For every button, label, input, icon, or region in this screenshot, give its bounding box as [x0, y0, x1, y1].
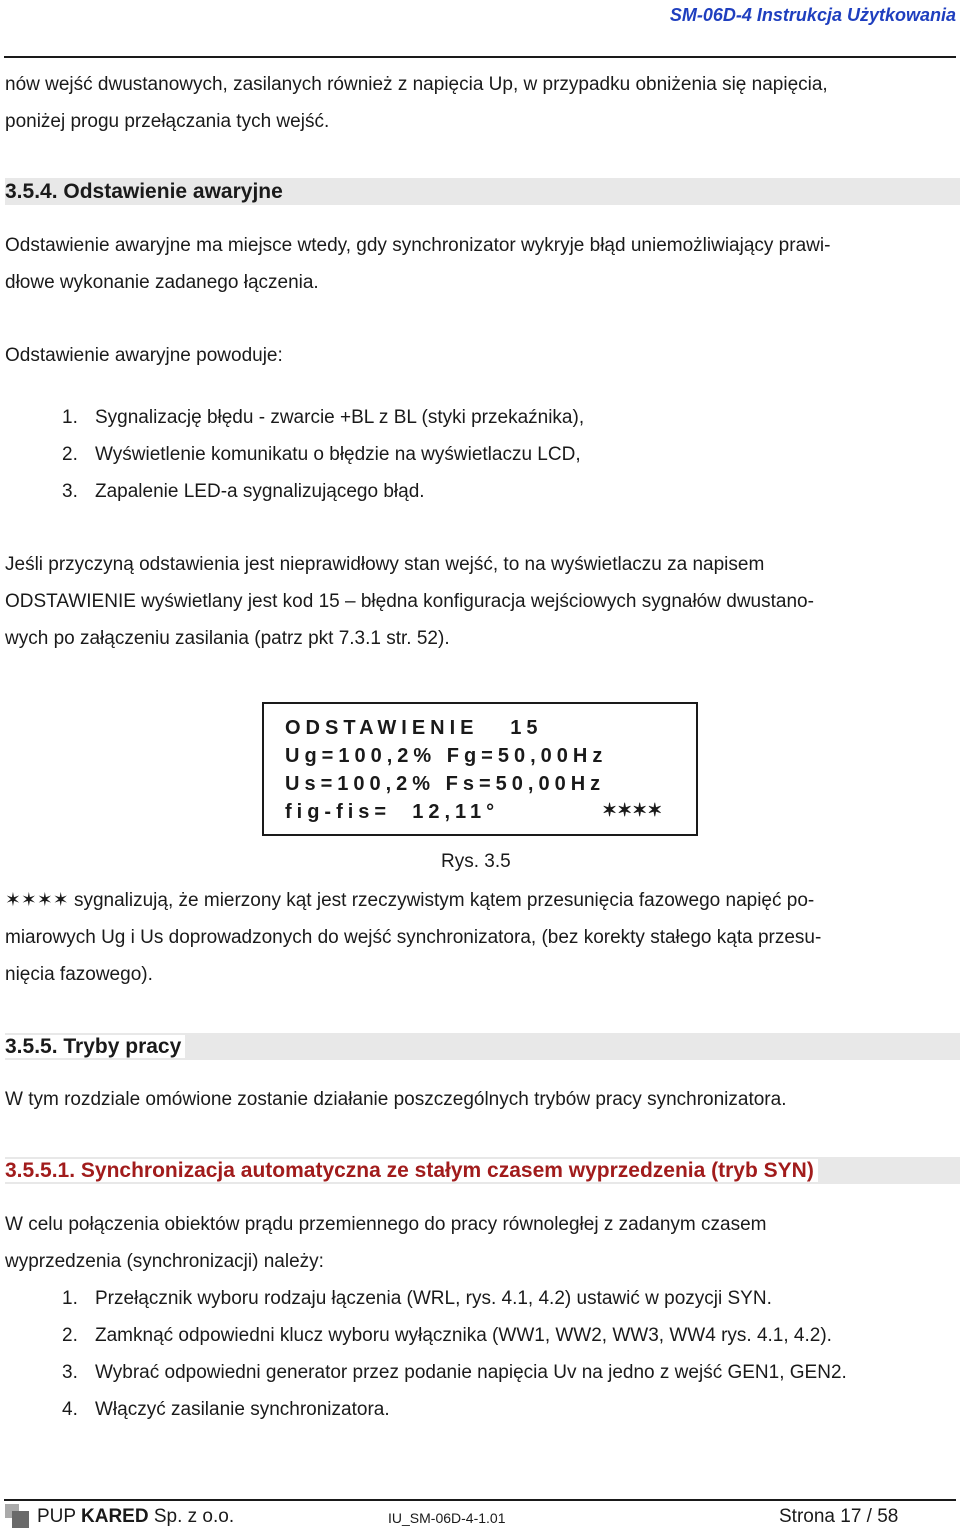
- company-name-bold: KARED: [81, 1506, 149, 1527]
- lcd-line: fig-fis= 12,11°: [285, 801, 500, 823]
- company-name-part: Sp. z o.o.: [148, 1506, 235, 1527]
- list-item-number: 3.: [62, 1362, 78, 1383]
- paragraph-emergency-stop: [5, 227, 956, 301]
- list-item-number: 2.: [62, 1325, 78, 1346]
- paragraph-line: W tym rozdziale omówione zostanie działanie poszczególnych trybów pracy synchronizatora.: [5, 1089, 787, 1110]
- list-item-text: Włączyć zasilanie synchronizatora.: [95, 1399, 390, 1420]
- paragraph-line: Odstawienie awaryjne powoduje:: [5, 345, 283, 366]
- paragraph-line: wyprzedzenia (synchronizacji) należy:: [5, 1251, 324, 1272]
- section-heading-text: 3.5.4. Odstawienie awaryjne: [5, 180, 283, 203]
- paragraph-line: [5, 882, 956, 919]
- lcd-line: ODSTAWIENIE 15: [285, 717, 543, 739]
- paragraph-line-text: sygnalizują, że mierzony kąt jest rzeczywistym kątem przesunięcia fazowego napięć po-: [68, 890, 815, 911]
- footer-document-id: IU_SM-06D-4-1.01: [388, 1510, 506, 1526]
- company-name-part: PUP: [37, 1506, 82, 1527]
- paragraph-line: miarowych Ug i Us doprowadzonych do wejść synchronizatora, (bez korekty stałego kąta przesu-: [5, 927, 822, 948]
- paragraph-modes-intro: [5, 1081, 956, 1118]
- header-divider: [4, 56, 956, 58]
- list-item-text: Wybrać odpowiedni generator przez podanie napięcia Uv na jedno z wejść GEN1, GEN2.: [95, 1362, 847, 1383]
- paragraph-causes-intro: [5, 337, 956, 374]
- list-item-number: 1.: [62, 1288, 78, 1309]
- list-item-number: 3.: [62, 481, 78, 502]
- paragraph-line: Odstawienie awaryjne ma miejsce wtedy, gdy synchronizator wykryje błąd uniemożliwiający prawi-: [5, 235, 831, 256]
- paragraph-syn-intro: [5, 1206, 956, 1280]
- section-heading-3-5-4: [5, 178, 960, 205]
- star-symbols: ✶✶✶✶: [5, 890, 69, 911]
- list-item-number: 1.: [62, 407, 78, 428]
- list-item-number: 2.: [62, 444, 78, 465]
- paragraph-stars-note: [5, 882, 956, 993]
- paragraph-error-code: [5, 546, 956, 657]
- syn-steps-list: [62, 1280, 956, 1428]
- section-heading-text: 3.5.5. Tryby pracy: [5, 1035, 185, 1058]
- section-heading-3-5-5-1: [5, 1157, 960, 1184]
- footer-page-number: Strona 17 / 58: [779, 1506, 899, 1527]
- footer-company-name: [37, 1506, 234, 1528]
- paragraph-line: W celu połączenia obiektów prądu przemiennego do pracy równoległej z zadanym czasem: [5, 1214, 767, 1235]
- list-item-text: Przełącznik wyboru rodzaju łączenia (WRL, rys. 4.1, 4.2) ustawić w pozycji SYN.: [95, 1288, 772, 1309]
- list-item-number: 4.: [62, 1399, 78, 1420]
- list-item: [62, 1317, 956, 1354]
- list-item-text: Sygnalizację błędu - zwarcie +BL z BL (styki przekaźnika),: [95, 407, 585, 428]
- lcd-line: Ug=100,2% Fg=50,00Hz: [285, 745, 608, 767]
- company-logo-icon: [5, 1504, 29, 1528]
- list-item: [62, 1280, 956, 1317]
- lcd-display-figure: [262, 702, 698, 836]
- list-item-text: Wyświetlenie komunikatu o błędzie na wyświetlaczu LCD,: [95, 444, 581, 465]
- list-item-text: Zamknąć odpowiedni klucz wyboru wyłącznika (WW1, WW2, WW3, WW4 rys. 4.1, 4.2).: [95, 1325, 832, 1346]
- paragraph-line: Jeśli przyczyną odstawienia jest nieprawidłowy stan wejść, to na wyświetlaczu za napisem: [5, 554, 765, 575]
- footer-divider: [4, 1499, 956, 1501]
- paragraph-line: ODSTAWIENIE wyświetlany jest kod 15 – błędna konfiguracja wejściowych sygnałów dwustano-: [5, 591, 814, 612]
- causes-list: [62, 399, 956, 510]
- list-item: [62, 436, 956, 473]
- document-title: SM-06D-4 Instrukcja Użytkowania: [669, 5, 956, 25]
- lcd-line: Us=100,2% Fs=50,00Hz: [285, 773, 606, 795]
- list-item: [62, 473, 956, 510]
- star-symbols: ✶✶✶✶: [602, 800, 663, 820]
- list-item-text: Zapalenie LED-a sygnalizującego błąd.: [95, 481, 425, 502]
- paragraph-line: nięcia fazowego).: [5, 964, 153, 985]
- paragraph-line: dłowe wykonanie zadanego łączenia.: [5, 272, 319, 293]
- paragraph-line: wych po załączeniu zasilania (patrz pkt 7.3.1 str. 52).: [5, 628, 450, 649]
- list-item: [62, 1391, 956, 1428]
- figure-caption: Rys. 3.5: [441, 851, 511, 872]
- intro-line: nów wejść dwustanowych, zasilanych również z napięcia Up, w przypadku obniżenia się napięcia,: [5, 74, 828, 95]
- intro-line: poniżej progu przełączania tych wejść.: [5, 111, 330, 132]
- list-item: [62, 1354, 956, 1391]
- section-heading-text: 3.5.5.1. Synchronizacja automatyczna ze stałym czasem wyprzedzenia (tryb SYN): [5, 1159, 818, 1182]
- section-heading-3-5-5: [5, 1033, 960, 1060]
- list-item: [62, 399, 956, 436]
- intro-paragraph: [5, 66, 956, 140]
